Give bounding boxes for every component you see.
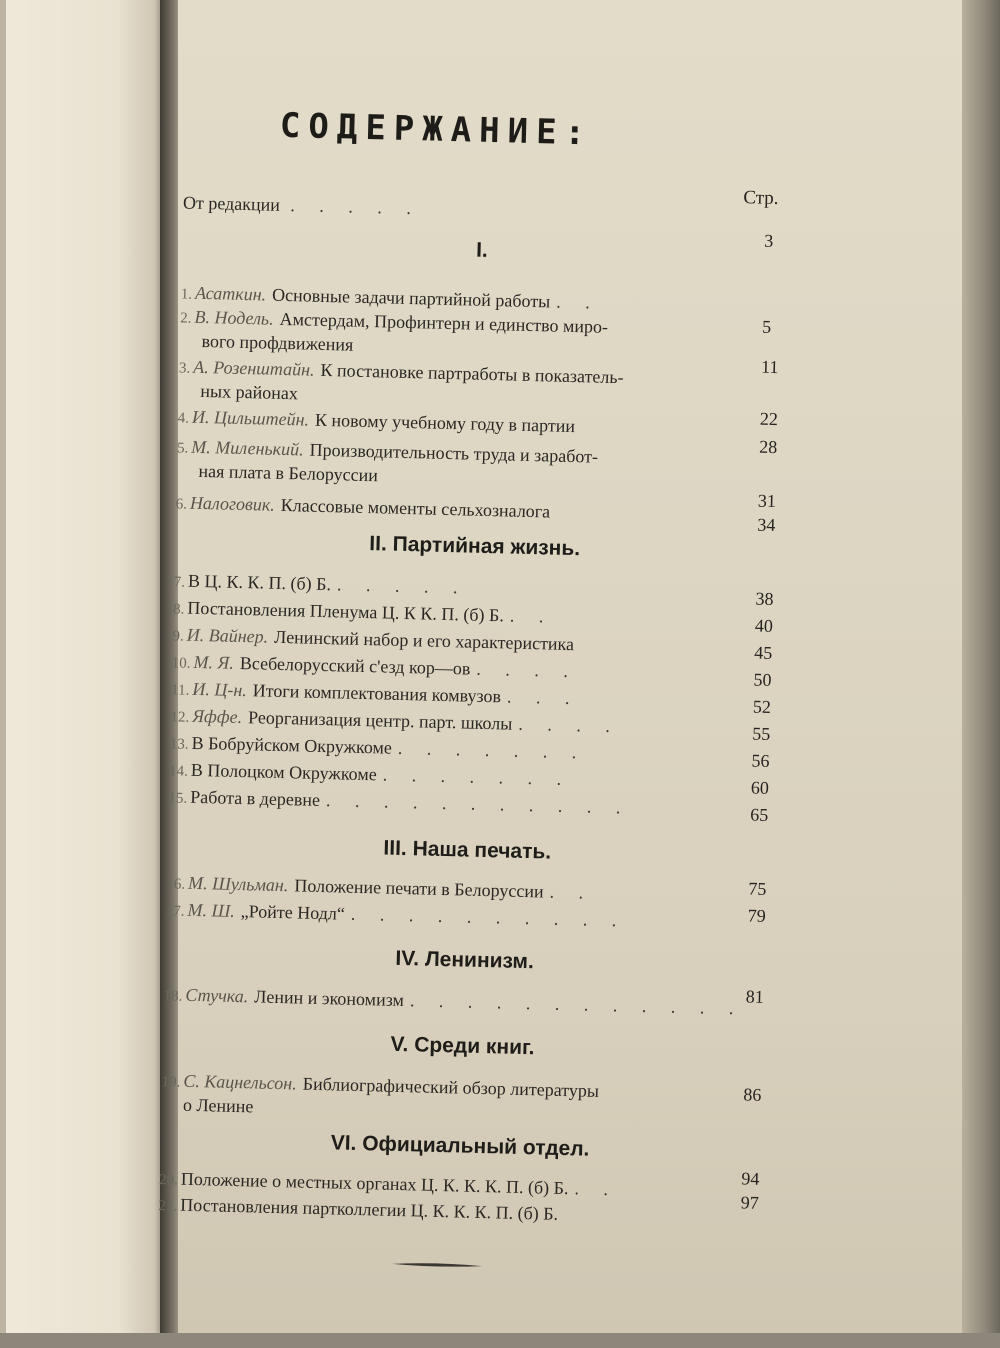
entry-page: 81 [745, 986, 765, 1007]
entry-page: 22 [759, 408, 779, 430]
entry-title: Всебелорусский с'езд кор—ов [239, 652, 471, 679]
entry-number: 15. [168, 790, 188, 807]
entry-title: Амстердам, Профинтерн и единство миро- [279, 308, 609, 337]
entry-page: 52 [752, 696, 772, 717]
table-of-contents [155, 0, 827, 1348]
ornament-rule [392, 1261, 482, 1269]
entry-title-continued: ная плата в Белоруссии [198, 460, 379, 486]
left-page [0, 0, 168, 1333]
entry-number: 4. [177, 410, 190, 427]
entry-title: Работа в деревне [190, 786, 321, 810]
entry-author: И. Ц-н. [192, 678, 248, 701]
entry-page: 11 [760, 356, 779, 378]
entry-page: 45 [753, 642, 773, 663]
section-heading-4: IV. Ленинизм. [395, 946, 535, 974]
entry-title: Основные задачи партийной работы [271, 284, 551, 312]
entry-page: 55 [751, 723, 771, 744]
entry-author: М. Миленький. [191, 436, 304, 460]
entry-author: И. Цильштейн. [191, 406, 310, 430]
entry-author: С. Кацнельсон. [183, 1070, 298, 1094]
leader-dots: . . . . . . . . . . . [325, 790, 631, 818]
entry-title: Классовые моменты сельхозналога [280, 494, 551, 522]
entry-page: 60 [750, 777, 770, 798]
entry-number: 17. [165, 903, 185, 920]
page-stack-edge [962, 0, 1000, 1333]
entry-title: Итоги комплектования комвузов [252, 680, 502, 707]
entry-author: Яффе. [192, 705, 243, 728]
entry-number: 20. [158, 1172, 179, 1189]
entry-title: Реорганизация центр. парт. школы [247, 707, 513, 734]
toc-entry[interactable] [175, 491, 785, 536]
section-heading-3: III. Наша печать. [383, 836, 552, 864]
leader-dots: . . . . . [336, 574, 468, 598]
entry-author: И. Вайнер. [186, 624, 269, 647]
entry-author: Налоговик. [189, 492, 276, 515]
section-heading-2: II. Партийная жизнь. [369, 532, 581, 561]
section-heading-6: VI. Официальный отдел. [330, 1131, 590, 1161]
toc-entry[interactable] [161, 1069, 772, 1130]
entry-page: 97 [740, 1192, 760, 1213]
entry-number: 19. [161, 1074, 181, 1091]
entry-number: 7. [173, 574, 186, 591]
entry-title: Производительность труда и заработ- [309, 439, 599, 467]
entry-number: 12. [170, 709, 190, 726]
entry-title: Положение печати в Белоруссии [294, 875, 544, 902]
entry-author: Асаткин. [194, 282, 267, 305]
entry-page: 3 [764, 230, 774, 251]
section-heading-5: V. Среди книг. [390, 1032, 535, 1060]
entry-number: 8. [172, 601, 185, 618]
entry-page: 56 [751, 750, 770, 771]
entry-page: 5 [761, 316, 772, 337]
entry-title: В Ц. К. К. П. (б) Б. [187, 570, 332, 595]
entry-number: 21. [158, 1198, 178, 1215]
leader-dots: . . . . . . . [397, 737, 587, 763]
entry-title: К новому учебному году в партии [314, 409, 576, 437]
entry-page: 31 [757, 490, 777, 512]
entry-number: 5. [176, 440, 189, 457]
entry-title: В Бобруйском Окружкоме [191, 732, 393, 758]
entry-number: 1. [180, 286, 193, 303]
entry-title: Постановления партколлегии Ц. К. К. К. П. (б) Б. [180, 1194, 559, 1224]
entry-number: 10. [171, 655, 191, 672]
leader-dots: . . . . . . . . . . [350, 903, 627, 931]
entry-number: 18. [163, 988, 183, 1005]
leader-dots: . . . . [476, 658, 579, 682]
entry-title: В Полоцком Окружкоме [190, 759, 377, 785]
leader-dots: . . [574, 1178, 619, 1200]
entry-page: 94 [741, 1168, 760, 1189]
entry-title: К постановке партработы в показатель- [320, 359, 624, 388]
entry-title: Ленинский набор и его характеристика [273, 626, 575, 655]
entry-title: „Ройте Нодл“ [240, 901, 346, 924]
entry-number: 13. [169, 736, 189, 753]
entry-title-continued: вого профдвижения [201, 330, 354, 355]
leader-dots: . . . [506, 686, 580, 709]
entry-title: Библиографический обзор литературы [302, 1073, 600, 1101]
entry-number: 11. [170, 682, 190, 699]
entry-author: М. Ш. [187, 899, 236, 921]
entry-title-continued: о Ленине [182, 1094, 254, 1117]
entry-title: Положение о местных органах Ц. К. К. К. П. (б) Б. [180, 1168, 569, 1199]
entry-author: В. Нодель. [194, 306, 274, 329]
entry-page: 50 [753, 669, 772, 690]
section-heading-1: I. [475, 238, 489, 262]
entry-page: 40 [754, 615, 774, 636]
leader-dots: . . . . . . . . . . . . [409, 990, 744, 1019]
entry-page: 34 [757, 514, 776, 536]
entry-page: 28 [759, 436, 778, 458]
entry-title: Ленин и экономизм [254, 986, 405, 1011]
leader-dots: . . . . . . . [382, 764, 572, 790]
entry-page: 86 [743, 1084, 762, 1105]
entry-author: М. Шульман. [187, 872, 289, 896]
entry-page: 38 [755, 588, 774, 609]
entry-title: От редакции [182, 192, 281, 215]
toc-entry-preface[interactable] [182, 191, 793, 251]
entry-title: Постановления Пленума Ц. К К. П. (б) Б. [187, 597, 505, 626]
left-page-edge [0, 0, 6, 1333]
entry-number: 3. [178, 360, 191, 377]
entry-number: 16. [166, 876, 186, 893]
leader-dots: . . [509, 605, 554, 627]
entry-author: Стучка. [185, 984, 249, 1007]
leader-dots: . . . . [518, 713, 621, 737]
page-title: СОДЕРЖАНИЕ: [279, 105, 594, 154]
entry-title-continued: ных районах [200, 380, 299, 404]
entry-number: 9. [172, 628, 184, 645]
entry-page: 65 [750, 804, 769, 825]
entry-author: А. Розенштайн. [193, 356, 315, 380]
entry-page: 75 [748, 878, 767, 899]
page-column-header: Стр. [743, 187, 779, 209]
entry-number: 2. [180, 310, 192, 327]
entry-author: М. Я. [193, 651, 235, 673]
entry-number: 6. [175, 496, 188, 513]
toc-entry[interactable] [163, 983, 773, 1022]
leader-dots: . . [549, 881, 594, 903]
leader-dots: . . . . . [290, 195, 422, 219]
entry-number: 14. [168, 763, 189, 780]
entry-page: 79 [747, 905, 767, 926]
leader-dots: . . [556, 291, 601, 313]
